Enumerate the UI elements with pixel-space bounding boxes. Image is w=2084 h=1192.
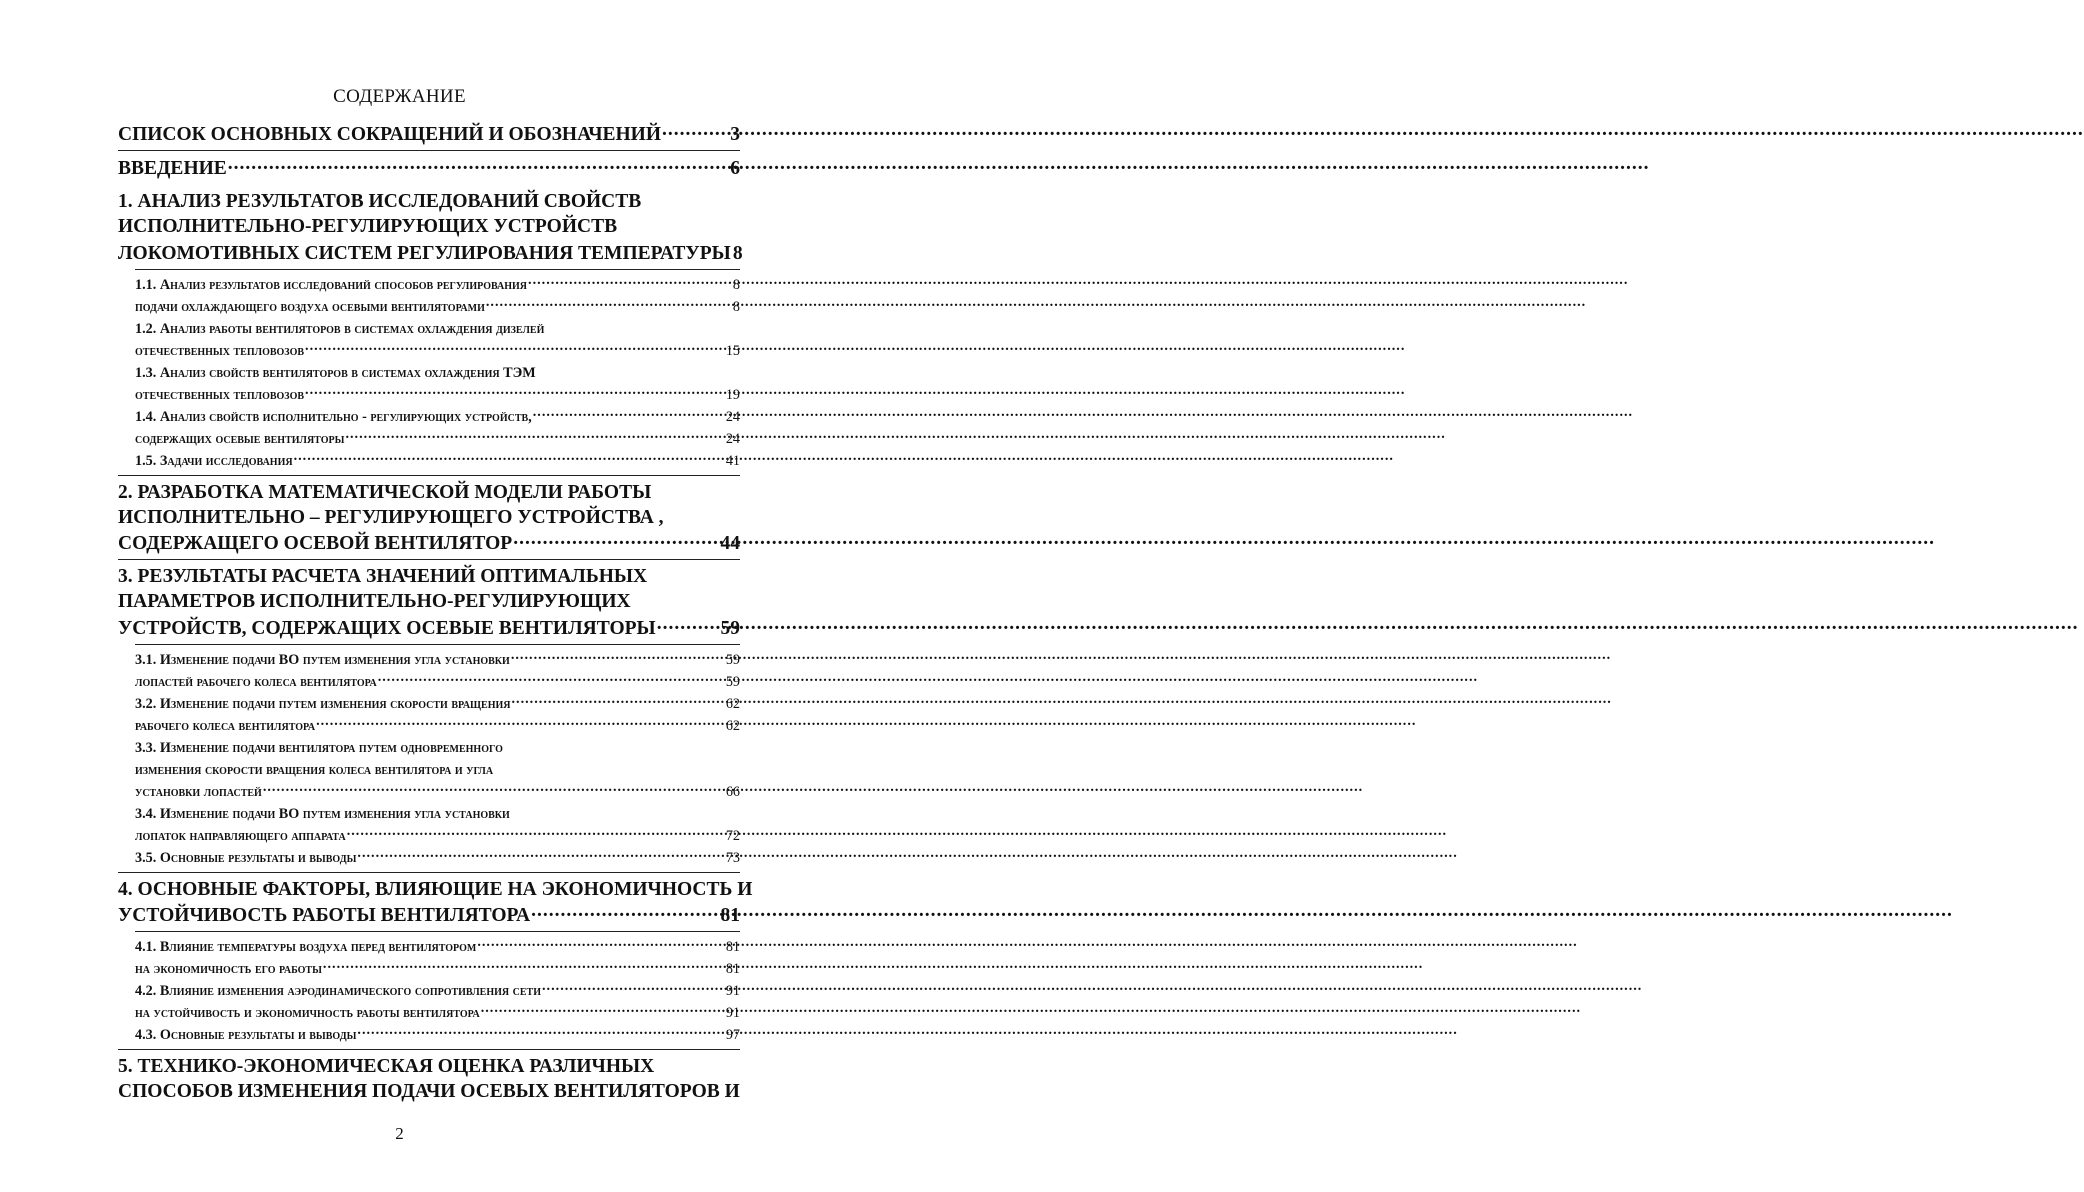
toc-section-1-4-cont: содержащих осевые вентиляторы ..... 24 (135, 428, 740, 450)
toc-section-3-5: 3.5. Основные результаты и выводы ..... 73 (135, 847, 740, 869)
page-ref: 59 (720, 617, 740, 639)
toc-section-4-3: 4.3. Основные результаты и выводы ..... 97 (135, 1024, 740, 1046)
page-ref: 81 (720, 905, 740, 926)
toc-section-3-2: 3.2. Изменение подачи путем изменения скорости вращения ..... 62 (135, 693, 740, 715)
toc-chapter-4: 4. ОСНОВНЫЕ ФАКТОРЫ, ВЛИЯЮЩИЕ НА ЭКОНОМИЧНОСТЬ И УСТОЙЧИВОСТЬ РАБОТЫ ВЕНТИЛЯТОРА ..... 81 (118, 877, 740, 929)
toc-section-4-1: 4.1. Влияние температуры воздуха перед вентилятором ..... 81 (135, 936, 740, 958)
toc-chapter-2: 2. РАЗРАБОТКА МАТЕМАТИЧЕСКОЙ МОДЕЛИ РАБОТЫ ИСПОЛНИТЕЛЬНО – РЕГУЛИРУЮЩЕГО УСТРОЙСТВА , СОДЕРЖАЩЕГО ОСЕВОЙ ВЕНТИЛЯТОР ..... 44 (118, 480, 740, 557)
divider (118, 475, 740, 476)
toc-section-1-2: 1.2. Анализ работы вентиляторов в системах охлаждения дизелей (135, 320, 545, 337)
page-ref: 44 (720, 533, 740, 554)
toc-section-4-2: 4.2. Влияние изменения аэродинамического сопротивления сети ..... 91 (135, 980, 740, 1002)
toc-chapter-1: 1. АНАЛИЗ РЕЗУЛЬТАТОВ ИССЛЕДОВАНИЙ СВОЙСТВ ИСПОЛНИТЕЛЬНО-РЕГУЛИРУЮЩИХ УСТРОЙСТВ ЛОКОМОТИВНЫХ СИСТЕМ РЕГУЛИРОВАНИЯ ТЕМПЕРАТУРЫ 8 (118, 191, 743, 264)
divider (118, 872, 740, 873)
page-ref: 8 (732, 242, 743, 264)
divider (118, 1049, 740, 1050)
toc-chapter-5: 5. ТЕХНИКО-ЭКОНОМИЧЕСКАЯ ОЦЕНКА РАЗЛИЧНЫХ СПОСОБОВ ИЗМЕНЕНИЯ ПОДАЧИ ОСЕВЫХ ВЕНТИЛЯТОРОВ И (118, 1056, 740, 1102)
toc-section-3-1-cont: лопастей рабочего колеса вентилятора ..... 59 (135, 671, 740, 693)
divider (118, 559, 740, 560)
toc-section-1-3: 1.3. Анализ свойств вентиляторов в системах охлаждения ТЭМ (135, 364, 536, 381)
table-of-contents (118, 120, 753, 1104)
page-ref: 6 (730, 158, 740, 179)
toc-section-1-4: 1.4. Анализ свойств исполнительно - регулирующих устройств, ..... 24 (135, 406, 740, 428)
page-title: СОДЕРЖАНИЕ (333, 86, 466, 107)
toc-section-3-4: 3.4. Изменение подачи ВО путем изменения угла установки (135, 805, 510, 822)
toc-section-1-5: 1.5. Задачи исследования ..... 41 (135, 450, 740, 472)
toc-entry-introduction: ВВЕДЕНИЕ ..... 6 (118, 155, 740, 182)
page-ref: 3 (730, 123, 740, 145)
toc-chapter-3: 3. РЕЗУЛЬТАТЫ РАСЧЕТА ЗНАЧЕНИЙ ОПТИМАЛЬНЫХ ПАРАМЕТРОВ ИСПОЛНИТЕЛЬНО-РЕГУЛИРУЮЩИХ УСТРОЙСТВ, СОДЕРЖАЩИХ ОСЕВЫЕ ВЕНТИЛЯТОРЫ ..... 59 (118, 564, 740, 641)
toc-section-3-3-end: установки лопастей ..... 66 (135, 781, 740, 803)
toc-entry-abbreviations: СПИСОК ОСНОВНЫХ СОКРАЩЕНИЙ И ОБОЗНАЧЕНИЙ ..... 3 (118, 120, 740, 147)
toc-section-1-2-cont: отечественных тепловозов ..... 15 (135, 340, 740, 362)
toc-section-1-1-cont: подачи охлаждающего воздуха осевыми вентиляторами ..... 8 (135, 296, 740, 318)
toc-section-4-1-cont: на экономичность его работы ..... 81 (135, 958, 740, 980)
toc-section-1-1: 1.1. Анализ результатов исследований способов регулирования ..... 8 (135, 274, 740, 296)
toc-section-4-2-cont: на устойчивость и экономичность работы вентилятора ..... 91 (135, 1002, 740, 1024)
page-number: 2 (395, 1124, 404, 1143)
toc-section-3-3: 3.3. Изменение подачи вентилятора путем одновременного (135, 739, 503, 756)
toc-section-3-3-cont: изменения скорости вращения колеса вентилятора и угла (135, 761, 494, 778)
toc-section-3-1: 3.1. Изменение подачи ВО путем изменения угла установки ..... 59 (135, 649, 740, 671)
toc-section-1-3-cont: отечественных тепловозов ..... 19 (135, 384, 740, 406)
toc-section-3-2-cont: рабочего колеса вентилятора ..... 62 (135, 715, 740, 737)
toc-section-3-4-cont: лопаток направляющего аппарата ..... 72 (135, 825, 740, 847)
